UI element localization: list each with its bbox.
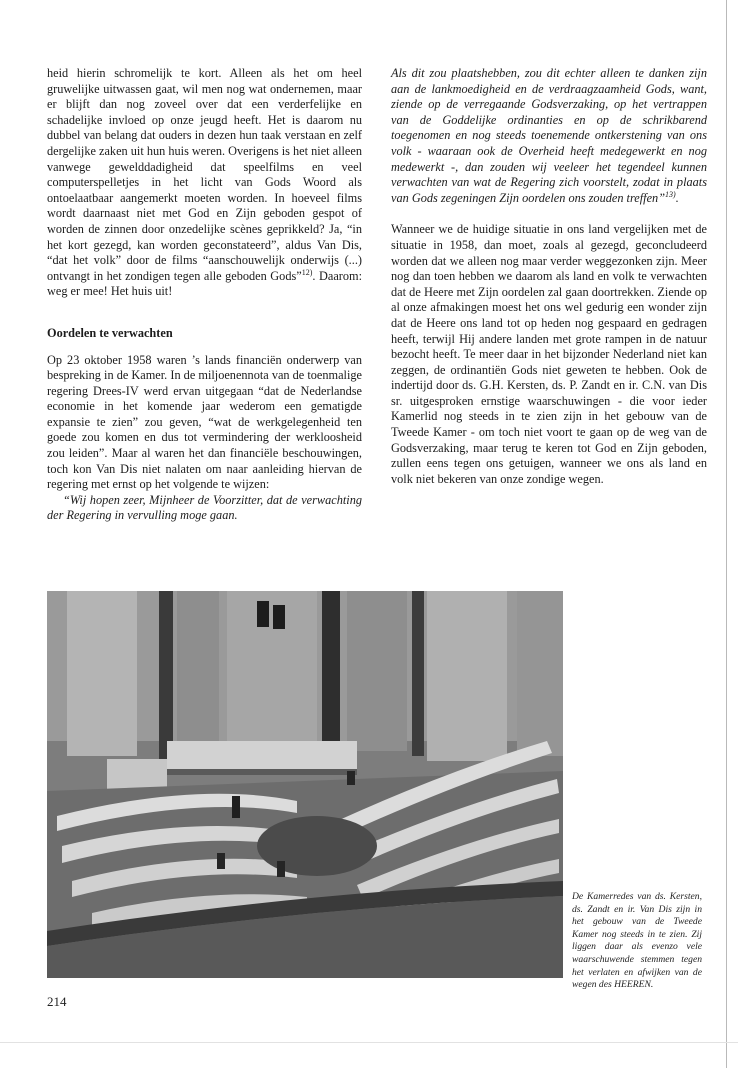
parliament-chamber-photo bbox=[47, 591, 563, 978]
photo-caption: De Kamerredes van ds. Kersten, ds. Zandt en ir. Van Dis zijn in het gebouw van de Tweede Kamer nog steeds in te zien. Zij liggen daar als evenzo vele waarschuwende stemmen tegen het verlaten en afwijken van de wegen des HEEREN. bbox=[572, 891, 702, 991]
right-column bbox=[391, 66, 707, 487]
body-paragraph: Op 23 oktober 1958 waren ’s lands financiën onderwerp van bespreking in de Kamer. In de miljoenennota van de toenmalige regering Drees-IV werd ervan uitgegaan “dat de Nederlandse economie in het komende jaar wederom een gematigde expansie te zien” zou geven, “wat de werkgelegenheid ten goede zou komen en dus tot vermindering der werkloosheid zou leiden”. Maar al waren het dan financiële beschouwingen, toch kon Van Dis niet nalaten om naar aanleiding hiervan de regering met ernst op het volgende te wijzen: bbox=[47, 352, 362, 492]
page-edge bbox=[726, 0, 727, 1068]
body-paragraph bbox=[47, 66, 362, 300]
quotation-text: Als dit zou plaatshebben, zou dit echter alleen te danken zijn aan de lankmoedigheid en de verdraagzaamheid Gods, want, ziende op de verregaande Godsverzaking, op het vertrappen van de Goddelijke ordinanties en op de schrikbarend toegenomen en nog steeds toenemende ontkerstening van ons volk - waaraan ook de Overheid heeft medegewerkt en nog medewerkt -, dan zouden wij veeleer het tegendeel kunnen verwachten van wat de Regering zich voorstelt, zodat in plaats van Gods zegeningen Zijn oordelen ons zouden treffen” bbox=[391, 66, 707, 205]
left-column bbox=[47, 66, 362, 524]
paragraph-text-end: . Daarom: weg er mee! Het huis uit! bbox=[47, 268, 363, 299]
quotation-end: . bbox=[675, 190, 679, 205]
footnote-marker: 12) bbox=[301, 267, 313, 277]
section-heading: Oordelen te verwachten bbox=[47, 325, 173, 340]
quotation-continued bbox=[391, 66, 707, 206]
body-paragraph: Wanneer we de huidige situatie in ons land vergelijken met de situatie in 1958, dan moet, zoals al gezegd, geconcludeerd worden dat we alleen nog maar verder weggezonken zijn. Meer nog dan toen hebben we daarom als land en volk te verwachten dat de Heere met Zijn oordelen zal gaan doortrekken. Ziende op al onze afmakingen moest het ons wel gedurig een wonder zijn dat de Heere ons land tot op heden nog gespaard en gedragen heeft, terwijl Hij andere landen met grote rampen in de natuur bezocht heeft. Te meer daar in het bijzonder Nederland niet kan zeggen, de ordinantiën Gods niet geweten te hebben. Ook de indertijd door ds. G.H. Kersten, ds. P. Zandt en ir. C.N. van Dis sr. uitgesproken ernstige waarschuwingen - die voor ieder Kamerlid nog steeds in te zien zijn in het gebouw van de Tweede Kamer - om toch niet voort te gaan op de weg van de Godsverzaking, maar terug te keren tot God en Zijn geboden, zullen eens tegen ons getuigen, wanneer we ons als land en volk niet bekeren van onze zondige wegen. bbox=[391, 222, 707, 486]
footnote-marker: 13) bbox=[665, 189, 676, 199]
quotation: “Wij hopen zeer, Mijnheer de Voorzitter, dat de verwachting der Regering in vervulling moge gaan. bbox=[47, 492, 362, 523]
page-number: 214 bbox=[47, 994, 67, 1009]
bottom-rule bbox=[0, 1042, 738, 1043]
paragraph-text: heid hierin schromelijk te kort. Alleen als het om heel gruwelijke uitwassen gaat, wil men nog wat ondernemen, maar er blijft dan nog zoveel over dat een verderfelijke en schadelijke invloed op onze jeugd heeft. Het is daarom nu dubbel van belang dat ouders in dezen hun taak verstaan en zelf dergelijke zaken uit hun huis weren. Overigens is het niet alleen vanwege gewelddadigheid dat speelfilms en veel computerspelletjes in het licht van Gods Woord als ontoelaatbaar aangemerkt moeten worden. In hoeveel films wordt daarnaast niet met God en Zijn geboden gespot of worden de zinnen door onzedelijke scènes geprikkeld? Ja, “in het kort gezegd, kan worden geconstateerd”, aldus Van Dis, “dat het volk” door de films “aanschouwelijk onderwijs (...) ontvangt in het zondigen tegen alle geboden Gods” bbox=[47, 66, 362, 283]
